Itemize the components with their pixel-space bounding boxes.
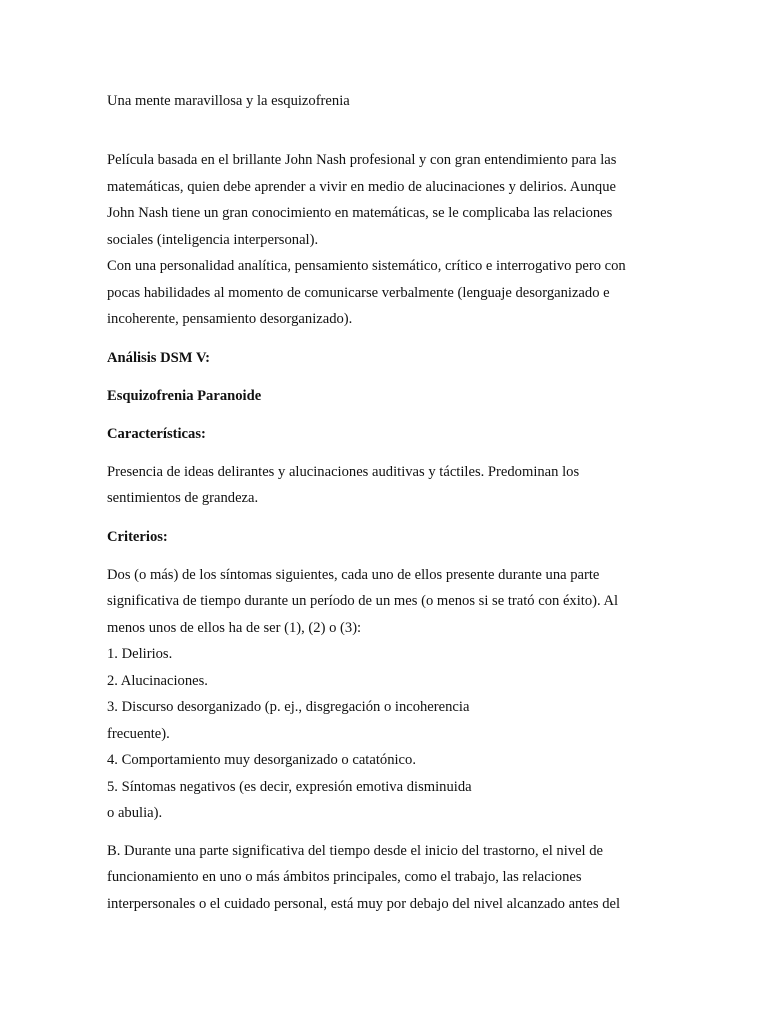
heading-dsm: Análisis DSM V: — [107, 349, 210, 366]
criterion-b-paragraph — [107, 838, 647, 918]
list-item: 3. Discurso desorganizado (p. ej., disgregación o incoherencia — [107, 699, 470, 715]
list-item: 1. Delirios. — [107, 646, 173, 662]
list-item: 5. Síntomas negativos (es decir, expresión emotiva disminuida — [107, 778, 472, 795]
list-item-continuation: o abulia). — [107, 805, 163, 821]
document-body — [107, 88, 647, 917]
text-line: John Nash tiene un gran conocimiento en matemáticas, se le complicaba las relaciones — [107, 205, 613, 221]
heading-criteria: Criterios: — [107, 528, 168, 545]
text-line: Película basada en el brillante John Nash profesional y con gran entendimiento para las — [107, 152, 617, 168]
list-item-continuation: frecuente). — [107, 725, 170, 742]
criteria-paragraph — [107, 562, 647, 827]
intro-paragraph — [107, 147, 647, 333]
text-line: sentimientos de grandeza. — [107, 490, 259, 506]
text-line: sociales (inteligencia interpersonal). — [107, 231, 319, 248]
text-line: B. Durante una parte significativa del tiempo desde el inicio del trastorno, el nivel de — [107, 842, 604, 859]
list-item: 2. Alucinaciones. — [107, 672, 208, 689]
features-paragraph — [107, 459, 647, 512]
text-line: menos unos de ellos ha de ser (1), (2) o (3): — [107, 619, 362, 636]
list-item: 4. Comportamiento muy desorganizado o catatónico. — [107, 752, 416, 768]
text-line: significativa de tiempo durante un período de un mes (o menos si se trató con éxito). Al — [107, 593, 619, 609]
heading-features: Características: — [107, 425, 206, 442]
text-line: Dos (o más) de los síntomas siguientes, cada uno de ellos presente durante una parte — [107, 566, 600, 583]
text-line: Presencia de ideas delirantes y alucinaciones auditivas y táctiles. Predominan los — [107, 463, 580, 480]
text-line: Con una personalidad analítica, pensamiento sistemático, crítico e interrogativo pero con — [107, 258, 626, 274]
text-line: funcionamiento en uno o más ámbitos principales, como el trabajo, las relaciones — [107, 869, 582, 885]
heading-type: Esquizofrenia Paranoide — [107, 387, 262, 404]
document-title: Una mente maravillosa y la esquizofrenia — [107, 93, 350, 109]
text-line: incoherente, pensamiento desorganizado). — [107, 311, 353, 327]
text-line: pocas habilidades al momento de comunicarse verbalmente (lenguaje desorganizado e — [107, 284, 610, 301]
text-line: matemáticas, quien debe aprender a vivir en medio de alucinaciones y delirios. Aunque — [107, 178, 616, 195]
text-line: interpersonales o el cuidado personal, está muy por debajo del nivel alcanzado antes del — [107, 895, 621, 912]
